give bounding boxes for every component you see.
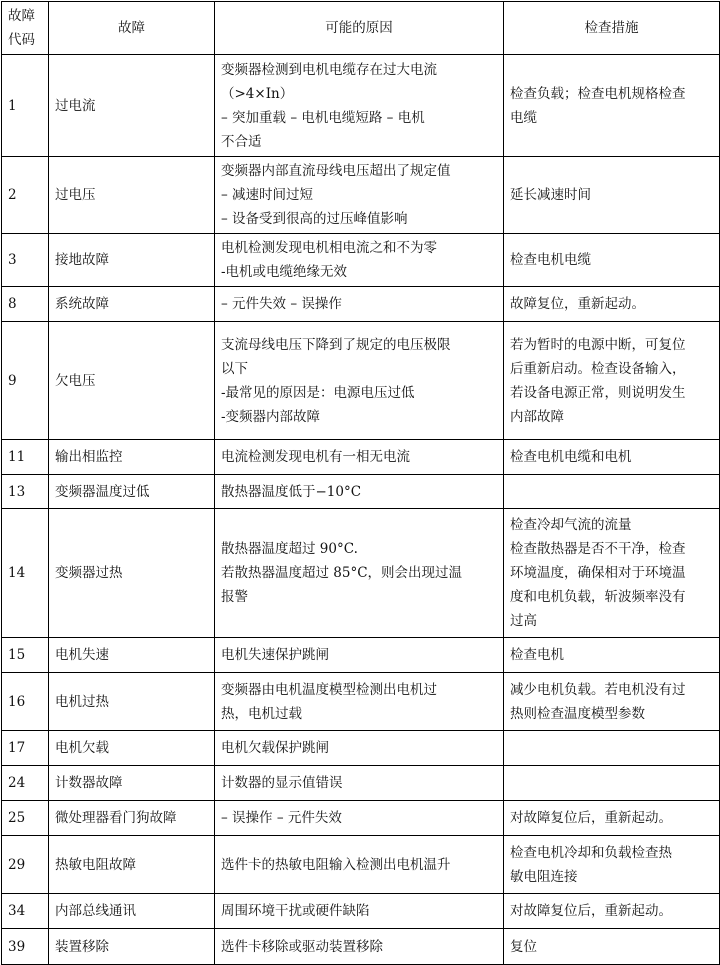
fault-name: 过电流 — [49, 55, 215, 157]
fault-name: 电机失速 — [49, 638, 215, 673]
action-line: 复位 — [510, 938, 537, 955]
action-line: 度和电机负载，斩波频率没有 — [510, 589, 686, 605]
fault-cause — [215, 475, 504, 509]
cause-line: 变频器检测到电机电缆存在过大电流 — [221, 61, 437, 78]
table-row — [2, 157, 720, 234]
action-line: 检查冷却气流的流量 — [510, 517, 632, 533]
table-row — [2, 638, 720, 673]
table-row — [2, 440, 720, 475]
fault-action — [504, 836, 720, 894]
table-row — [2, 509, 720, 638]
table-row — [2, 475, 720, 509]
fault-code: 1 — [2, 55, 49, 157]
fault-code: 17 — [2, 731, 49, 766]
fault-name: 电机欠载 — [49, 731, 215, 766]
table-row — [2, 287, 720, 322]
fault-name: 电机过热 — [49, 673, 215, 731]
fault-code: 34 — [2, 894, 49, 929]
cause-line: -电机或电缆绝缘无效 — [221, 264, 348, 280]
fault-action — [504, 509, 720, 638]
fault-cause — [215, 673, 504, 731]
fault-action — [504, 638, 720, 673]
fault-cause — [215, 836, 504, 894]
fault-cause — [215, 929, 504, 965]
fault-code: 9 — [2, 322, 49, 440]
fault-name: 变频器温度过低 — [49, 475, 215, 509]
cause-line: 电机检测发现电机相电流之和不为零 — [221, 240, 437, 256]
fault-code: 25 — [2, 801, 49, 836]
action-line: 若为暂时的电源中断，可复位 — [510, 336, 686, 353]
cause-line: 以下 — [221, 360, 248, 377]
fault-name: 热敏电阻故障 — [49, 836, 215, 894]
header-code — [2, 2, 49, 55]
fault-code: 13 — [2, 475, 49, 509]
action-line: 检查电机冷却和负载检查热 — [510, 844, 672, 861]
header-cause: 可能的原因 — [215, 2, 504, 55]
action-line: 热则检查温度模型参数 — [510, 705, 645, 722]
table-row — [2, 55, 720, 157]
fault-action — [504, 673, 720, 731]
header-fault: 故障 — [49, 2, 215, 55]
fault-code: 24 — [2, 766, 49, 801]
cause-line: （>4×In） — [221, 85, 294, 102]
table-row — [2, 836, 720, 894]
fault-code: 39 — [2, 929, 49, 965]
fault-action — [504, 929, 720, 965]
cause-line: -变频器内部故障 — [221, 408, 321, 425]
cause-line: – 突加重载 – 电机电缆短路 – 电机 — [221, 109, 425, 126]
fault-cause — [215, 234, 504, 287]
cause-line: 散热器温度低于−10°C — [221, 483, 362, 500]
table-row — [2, 801, 720, 836]
fault-action — [504, 766, 720, 801]
fault-action — [504, 234, 720, 287]
fault-name: 过电压 — [49, 157, 215, 234]
fault-name: 输出相监控 — [49, 440, 215, 475]
table-row — [2, 731, 720, 766]
action-line: 电缆 — [510, 109, 537, 126]
fault-cause — [215, 731, 504, 766]
fault-action — [504, 475, 720, 509]
action-line: 内部故障 — [510, 408, 564, 425]
cause-line: 电流检测发现电机有一相无电流 — [221, 449, 410, 465]
action-line: 对故障复位后，重新起动。 — [510, 903, 672, 919]
table-row — [2, 673, 720, 731]
fault-cause — [215, 766, 504, 801]
fault-action — [504, 731, 720, 766]
action-line: 检查散热器是否不干净，检查 — [510, 541, 686, 557]
cause-line: 不合适 — [221, 133, 262, 150]
fault-code: 3 — [2, 234, 49, 287]
fault-name: 系统故障 — [49, 287, 215, 322]
action-line: 检查电机电缆 — [510, 252, 591, 268]
fault-table — [1, 1, 720, 965]
cause-line: 计数器的显示值错误 — [221, 775, 343, 791]
cause-line: 支流母线电压下降到了规定的电压极限 — [221, 336, 451, 353]
action-line: 环境温度，确保相对于环境温 — [510, 565, 686, 581]
action-line: 减少电机负载。若电机没有过 — [510, 681, 686, 698]
fault-action — [504, 322, 720, 440]
fault-action — [504, 440, 720, 475]
fault-code: 16 — [2, 673, 49, 731]
fault-name: 微处理器看门狗故障 — [49, 801, 215, 836]
table-row — [2, 322, 720, 440]
table-row — [2, 894, 720, 929]
fault-name: 接地故障 — [49, 234, 215, 287]
action-line: 检查负载；检查电机规格检查 — [510, 85, 686, 102]
fault-action — [504, 894, 720, 929]
cause-line: 热，电机过载 — [221, 705, 302, 722]
fault-name: 内部总线通讯 — [49, 894, 215, 929]
fault-cause — [215, 157, 504, 234]
action-line: 过高 — [510, 613, 537, 629]
table-row — [2, 766, 720, 801]
table-row — [2, 234, 720, 287]
header-code-line: 故障 — [8, 8, 35, 24]
fault-action — [504, 55, 720, 157]
header-row — [2, 2, 720, 55]
cause-line: 电机欠载保护跳闸 — [221, 740, 329, 756]
cause-line: 变频器内部直流母线电压超出了规定值 — [221, 163, 451, 179]
fault-code: 14 — [2, 509, 49, 638]
cause-line: – 误操作 – 元件失效 — [221, 810, 342, 826]
fault-code: 15 — [2, 638, 49, 673]
fault-action — [504, 157, 720, 234]
fault-cause — [215, 55, 504, 157]
cause-line: 电机失速保护跳闸 — [221, 647, 329, 663]
cause-line: -最常见的原因是：电源电压过低 — [221, 384, 415, 401]
header-action: 检查措施 — [504, 2, 720, 55]
fault-cause — [215, 801, 504, 836]
fault-name: 欠电压 — [49, 322, 215, 440]
fault-cause — [215, 894, 504, 929]
cause-line: – 设备受到很高的过压峰值影响 — [221, 211, 408, 227]
cause-line: 变频器由电机温度模型检测出电机过 — [221, 681, 437, 698]
fault-name: 变频器过热 — [49, 509, 215, 638]
fault-code: 8 — [2, 287, 49, 322]
fault-action — [504, 287, 720, 322]
cause-line: 选件卡的热敏电阻输入检测出电机温升 — [221, 856, 451, 873]
cause-line: 散热器温度超过 90°C. — [221, 541, 358, 557]
cause-line: 选件卡移除或驱动装置移除 — [221, 938, 383, 955]
cause-line: – 元件失效 – 误操作 — [221, 296, 342, 312]
fault-code: 2 — [2, 157, 49, 234]
action-line: 延长减速时间 — [510, 187, 591, 203]
action-line: 若设备电源正常，则说明发生 — [510, 384, 686, 401]
fault-name: 装置移除 — [49, 929, 215, 965]
fault-cause — [215, 509, 504, 638]
fault-cause — [215, 287, 504, 322]
fault-cause — [215, 322, 504, 440]
fault-cause — [215, 440, 504, 475]
fault-code: 29 — [2, 836, 49, 894]
action-line: 检查电机 — [510, 647, 564, 663]
action-line: 敏电阻连接 — [510, 868, 578, 885]
action-line: 故障复位，重新起动。 — [510, 296, 645, 312]
table-row — [2, 929, 720, 965]
fault-action — [504, 801, 720, 836]
fault-cause — [215, 638, 504, 673]
action-line: 后重新启动。检查设备输入， — [510, 360, 686, 377]
action-line: 对故障复位后，重新起动。 — [510, 810, 672, 826]
header-code-line: 代码 — [8, 32, 35, 48]
cause-line: – 减速时间过短 — [221, 187, 314, 203]
fault-name: 计数器故障 — [49, 766, 215, 801]
cause-line: 周围环境干扰或硬件缺陷 — [221, 903, 370, 919]
action-line: 检查电机电缆和电机 — [510, 449, 632, 465]
fault-code: 11 — [2, 440, 49, 475]
cause-line: 若散热器温度超过 85°C，则会出现过温 — [221, 565, 463, 581]
cause-line: 报警 — [221, 589, 248, 605]
